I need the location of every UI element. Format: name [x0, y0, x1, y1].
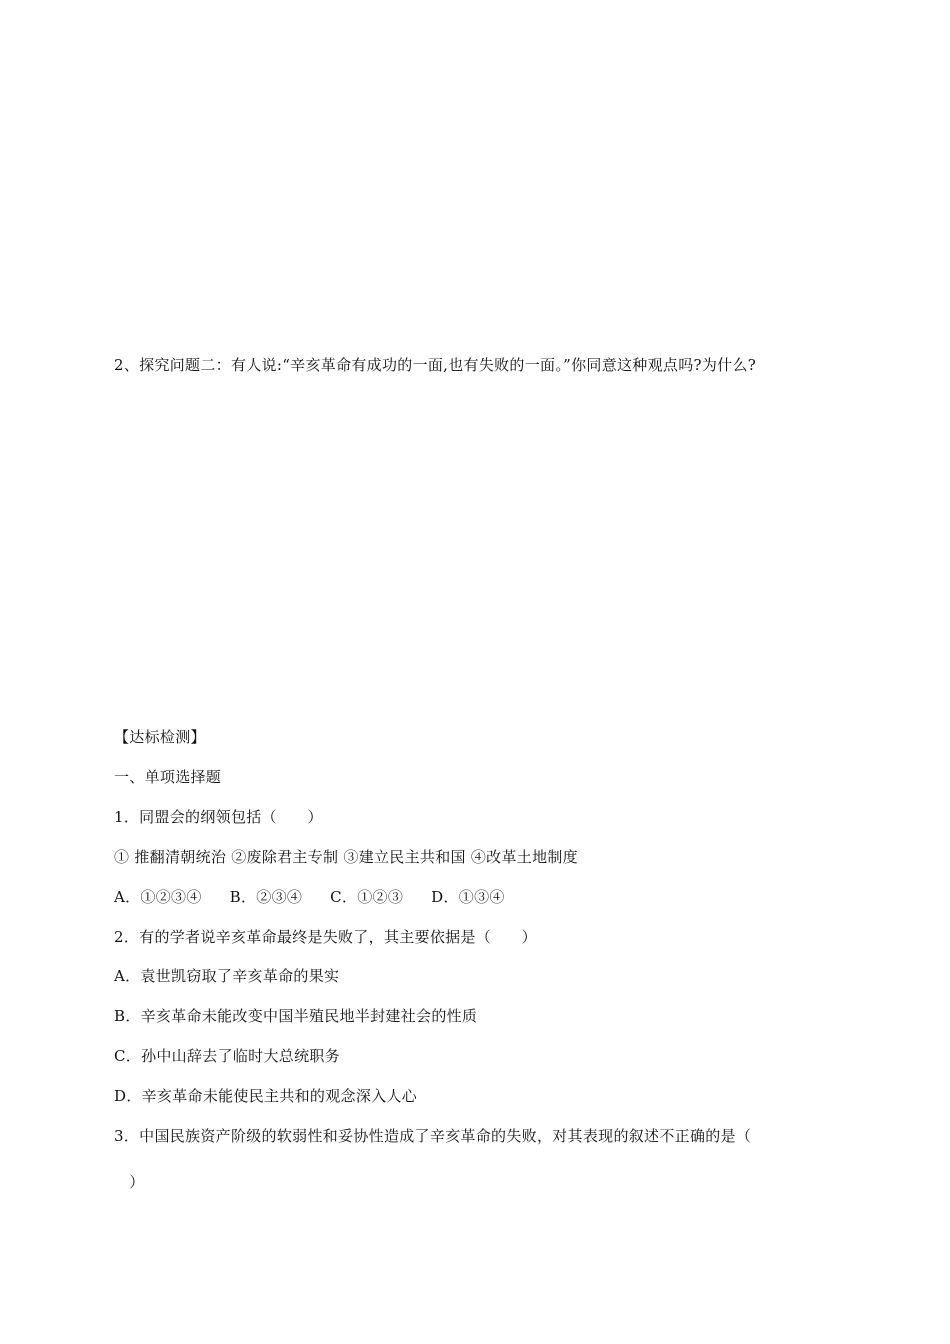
q2-option-b: B．辛亥革命未能改变中国半殖民地半封建社会的性质: [114, 1007, 478, 1025]
q2-option-d: D．辛亥革命未能使民主共和的观念深入人心: [114, 1087, 418, 1105]
q3-stem: 3．中国民族资产阶级的软弱性和妥协性造成了辛亥革命的失败，对其表现的叙述不正确的是（: [114, 1127, 752, 1145]
q2-option-a: A．袁世凯窃取了辛亥革命的果实: [114, 967, 340, 985]
q2-stem: 2．有的学者说辛亥革命最终是失败了，其主要依据是（ ）: [114, 928, 537, 946]
q1-stem: 1．同盟会的纲领包括（ ）: [114, 808, 323, 826]
q1-option-c: C．①②③: [330, 888, 404, 906]
q1-items: ① 推翻清朝统治 ②废除君主专制 ③建立民主共和国 ④改革土地制度: [114, 848, 578, 866]
question-2-inquiry: 2、探究问题二：有人说:“辛亥革命有成功的一面,也有失败的一面。”你同意这种观点吗?为什么?: [114, 356, 757, 374]
q1-options: [114, 887, 505, 907]
q1-option-a: A．①②③④: [114, 888, 202, 906]
q1-option-b: B．②③④: [229, 888, 303, 906]
q1-option-d: D．①③④: [431, 888, 505, 906]
assessment-heading: 【达标检测】: [114, 728, 206, 746]
section-title-single-choice: 一、单项选择题: [114, 768, 222, 786]
q3-stem-continued: ）: [114, 1173, 145, 1191]
q2-option-c: C．孙中山辞去了临时大总统职务: [114, 1047, 340, 1065]
